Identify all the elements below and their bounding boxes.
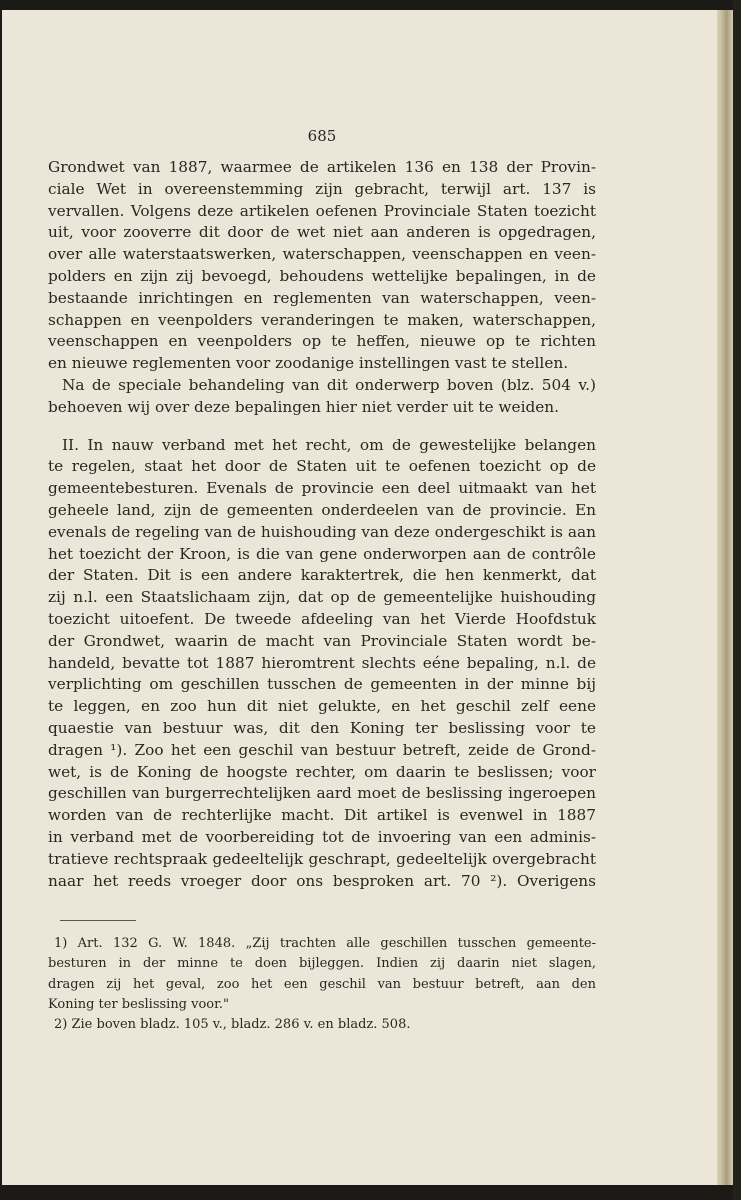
text-line: te regelen, staat het door de Staten uit te oefenen toezicht op de xyxy=(48,457,596,476)
text-line: en nieuwe reglementen voor zoodanige instellingen vast te stellen. xyxy=(48,354,569,373)
text-line: II. In nauw verband met het recht, om de gewestelijke belangen xyxy=(62,435,596,454)
text-line: der Grondwet, waarin de macht van Provinciale Staten wordt be- xyxy=(48,631,596,650)
book-page xyxy=(2,10,717,1185)
text-line: behoeven wij over deze bepalingen hier niet verder uit te weiden. xyxy=(48,397,560,416)
footnote-line: 1) Art. 132 G. W. 1848. „Zij trachten alle geschillen tusschen gemeente- xyxy=(54,936,596,951)
text-line: handeld, bevatte tot 1887 hieromtrent slechts eéne bepaling, n.l. de xyxy=(48,653,596,672)
text-line: naar het reeds vroeger door ons besproken art. 70 ²). Overigens xyxy=(48,871,596,890)
text-line: over alle waterstaatswerken, waterschappen, veenschappen en veen- xyxy=(48,245,596,264)
text-line: in verband met de voorbereiding tot de invoering van een adminis- xyxy=(48,827,596,846)
text-line: ciale Wet in overeenstemming zijn gebracht, terwijl art. 137 is xyxy=(48,179,596,198)
text-line: der Staten. Dit is een andere karaktertrek, die hen kenmerkt, dat xyxy=(48,566,596,585)
footnote-line: Koning ter beslissing voor." xyxy=(48,996,230,1012)
text-line: Na de speciale behandeling van dit onderwerp boven (blz. 504 v.) xyxy=(62,375,596,394)
text-line: evenals de regeling van de huishouding van deze ondergeschikt is aan xyxy=(48,522,596,541)
text-line: zij n.l. een Staatslichaam zijn, dat op de gemeentelijke huishouding xyxy=(48,588,596,607)
text-line: vervallen. Volgens deze artikelen oefenen Provinciale Staten toezicht xyxy=(48,201,596,220)
page-edge-spine xyxy=(717,10,733,1185)
text-line: quaestie van bestuur was, dit den Koning ter beslissing voor te xyxy=(48,718,596,737)
text-line: tratieve rechtspraak gedeeltelijk geschrapt, gedeeltelijk overgebracht xyxy=(48,849,596,868)
text-line: veenschappen en veenpolders op te heffen, nieuwe op te richten xyxy=(48,332,596,351)
text-line: dragen ¹). Zoo het een geschil van bestuur betreft, zeide de Grond- xyxy=(48,740,596,759)
scan-border xyxy=(733,0,741,1200)
paragraph-gap xyxy=(48,419,596,435)
text-line: bestaande inrichtingen en reglementen van waterschappen, veen- xyxy=(48,288,596,307)
footnote-divider xyxy=(60,920,136,921)
page-number: 685 xyxy=(307,127,337,145)
text-line: te leggen, en zoo hun dit niet gelukte, en het geschil zelf eene xyxy=(48,697,596,716)
footnotes xyxy=(48,934,596,1035)
text-line: geschillen van burgerrechtelijken aard moet de beslissing ingeroepen xyxy=(48,784,596,803)
body-text xyxy=(48,157,596,892)
text-line: verplichting om geschillen tusschen de gemeenten in der minne bij xyxy=(48,675,596,694)
text-line: uit, voor zooverre dit door de wet niet aan anderen is opgedragen, xyxy=(48,223,596,242)
text-line: worden van de rechterlijke macht. Dit artikel is evenwel in 1887 xyxy=(48,806,596,825)
text-line: wet, is de Koning de hoogste rechter, om daarin te beslissen; voor xyxy=(48,762,596,781)
text-line: toezicht uitoefent. De tweede afdeeling van het Vierde Hoofdstuk xyxy=(48,609,596,628)
text-line: geheele land, zijn de gemeenten onderdeelen van de provincie. En xyxy=(48,500,596,519)
text-line: polders en zijn zij bevoegd, behoudens wettelijke bepalingen, in de xyxy=(48,266,596,285)
text-line: schappen en veenpolders veranderingen te maken, waterschappen, xyxy=(48,310,596,329)
text-line: gemeentebesturen. Evenals de provincie een deel uitmaakt van het xyxy=(48,479,596,498)
text-line: Grondwet van 1887, waarmee de artikelen 136 en 138 der Provin- xyxy=(48,158,596,176)
footnote-line: 2) Zie boven bladz. 105 v., bladz. 286 v. en bladz. 508. xyxy=(54,1017,411,1033)
footnote-line: besturen in der minne te doen bijleggen. Indien zij daarin niet slagen, xyxy=(48,956,596,972)
footnote-line: dragen zij het geval, zoo het een geschil van bestuur betreft, aan den xyxy=(48,976,596,992)
text-line: het toezicht der Kroon, is die van gene onderworpen aan de contrôle xyxy=(48,544,596,563)
